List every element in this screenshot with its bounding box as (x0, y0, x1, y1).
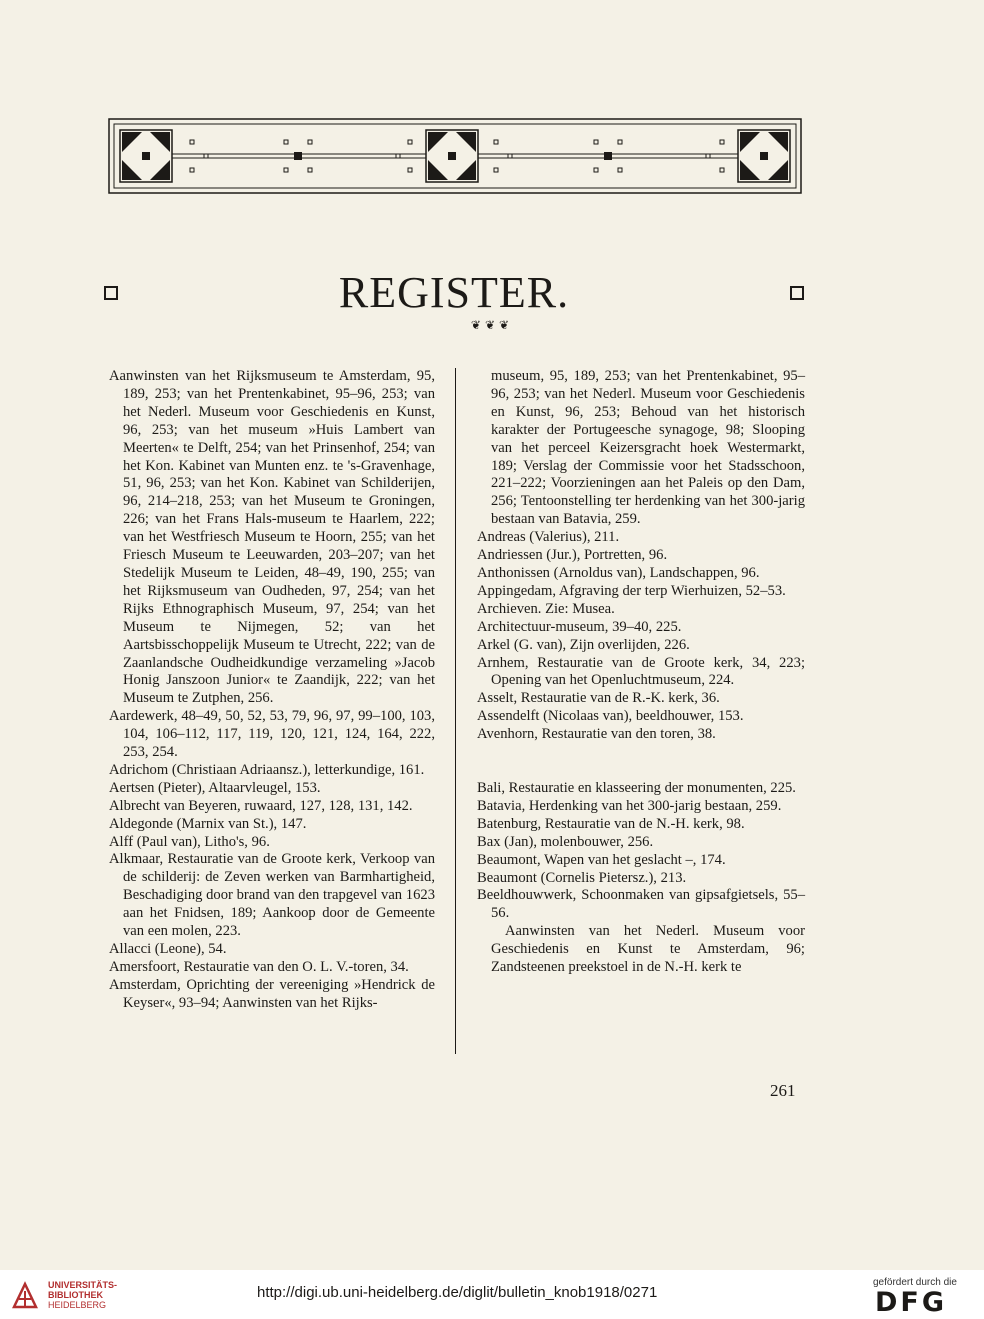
index-entry: Albrecht van Beyeren, ruwaard, 127, 128, 131, 142. (109, 797, 413, 814)
index-entry: Amersfoort, Restauratie van den O. L. V.-toren, 34. (109, 958, 409, 975)
index-entry: Bali, Restauratie en klasseering der monumenten, 225. (477, 780, 796, 797)
library-name-line: UNIVERSITÄTS- (48, 1280, 118, 1290)
index-entry: Batavia, Herdenking van het 300-jarig bestaan, 259. (477, 797, 782, 814)
index-entry: Adrichom (Christiaan Adriaansz.), letterkundige, 161. (109, 761, 425, 778)
index-entry: Arkel (G. van), Zijn overlijden, 226. (477, 636, 690, 653)
square-ornament-icon (790, 286, 804, 300)
dfg-logo: DFG (875, 1287, 948, 1318)
index-entry: Andreas (Valerius), 211. (477, 529, 620, 546)
index-entry: Batenburg, Restauratie van de N.-H. kerk, 98. (477, 815, 745, 832)
university-library-logo-icon (10, 1281, 40, 1311)
index-entry: Alff (Paul van), Litho's, 96. (109, 833, 270, 850)
register-heading (104, 270, 804, 316)
index-entry: Asselt, Restauratie van de R.-K. kerk, 36. (477, 690, 720, 707)
index-entry: Amsterdam, Oprichting der vereeniging »Hendrick de Keyser«, 93–94; Aanwinsten van het Rijks- (109, 976, 435, 1011)
library-name-line: HEIDELBERG (48, 1300, 107, 1310)
index-entry: Beaumont, Wapen van het geslacht –, 174. (477, 851, 726, 868)
index-entry: Assendelft (Nicolaas van), beeldhouwer, 153. (477, 708, 744, 725)
index-entry: Aldegonde (Marnix van St.), 147. (109, 815, 307, 832)
index-entry: Aertsen (Pieter), Altaarvleugel, 153. (109, 779, 321, 796)
page-title: REGISTER. (338, 268, 570, 317)
index-entry: Bax (Jan), molenbouwer, 256. (477, 833, 654, 850)
index-entry: museum, 95, 189, 253; van het Prentenkabinet, 95–96, 253; van het Nederl. Museum voor Geschiedenis en Kunst, 96, 253; Behoud van het historisch karakter der Portugeesche synagoge, 98; Slooping van het perceel Keizersgracht hoek Westermarkt, 189; Verslag der Commissie voor het Stadsschoon, 221–222; Voorzieningen aan het Paleis op den Dam, 256; Tentoonstelling ter herdenking van het 300-jarig bestaan van Batavia, 259. (491, 368, 805, 528)
footer-bar (0, 1270, 984, 1319)
ornamental-header-border (108, 118, 802, 194)
page-number: 261 (770, 1081, 796, 1100)
index-entry: Architectuur-museum, 39–40, 225. (477, 618, 682, 635)
library-name-line: BIBLIOTHEK (48, 1290, 103, 1300)
permalink-url[interactable]: http://digi.ub.uni-heidelberg.de/diglit/bulletin_knob1918/0271 (257, 1284, 658, 1301)
fleuron-ornament: ❦❦❦ (470, 318, 514, 332)
index-entry: Avenhorn, Restauratie van den toren, 38. (477, 726, 716, 743)
index-entry: Appingedam, Afgraving der terp Wierhuizen, 52–53. (477, 582, 786, 599)
library-name (48, 1280, 117, 1310)
index-entry: Alkmaar, Restauratie van de Groote kerk, Verkoop van de schilderij: de Zeven werken van Barmhartigheid, Beschadiging door brand van den trapgevel van 1623 aan het Fnidsen, 189; Aankoop door de Gemeente van een molen, 223. (109, 851, 435, 940)
index-entry: Anthonissen (Arnoldus van), Landschappen, 96. (477, 564, 760, 581)
index-entry: Beeldhouwwerk, Schoonmaken van gipsafgietsels, 55–56. (477, 887, 805, 922)
index-entry: Andriessen (Jur.), Portretten, 96. (477, 547, 668, 564)
index-entry: Aanwinsten van het Rijksmuseum te Amsterdam, 95, 189, 253; van het Prentenkabinet, 95–96, 253; van het Nederl. Museum voor Geschiedenis en Kunst, 96, 253; van het museum »Huis Lambert van Meerten« te Delft, 254; van het Prinsenhof, 254; van het Kon. Kabinet van Munten enz. te 's-Gravenhage, 51, 96, 253; van het Kon. Kabinet van Schilderijen, 96, 214–218, 253; van het Museum te Groningen, 226; van het Frans Hals-museum te Haarlem, 222; van het Westfriesch Museum te Hoorn, 255; van het Friesch Museum te Leeuwarden, 203–207; van het Stedelijk Museum te Leiden, 48–49, 190, 255; van het Rijksmuseum van Oudheden, 97, 254; van het Rijks Ethnographisch Museum, 97, 254; van het Museum te Nijmegen, 52; van het Aartsbisschoppelijk Museum te Utrecht, 222; van de Zaanlandsche Oudheidkundige verzameling »Jacob Honig Janszoon Junior« te Zaandijk, 222; van het Museum te Zutphen, 256. (109, 368, 435, 707)
index-entry: Allacci (Leone), 54. (109, 941, 227, 957)
index-entry: Arnhem, Restauratie van de Groote kerk, 34, 223; Opening van het Openluchtmuseum, 224. (477, 654, 805, 689)
index-entry: Aardewerk, 48–49, 50, 52, 53, 79, 96, 97, 99–100, 103, 104, 106–112, 117, 119, 120, 121, 124, 164, 222, 253, 254. (109, 708, 435, 761)
index-group-a (477, 368, 805, 744)
letter-gap (477, 744, 805, 780)
index-entry: Aanwinsten van het Nederl. Museum voor Geschiedenis en Kunst te Amsterdam, 96; Zandsteenen preekstoel in de N.-H. kerk te (491, 923, 805, 976)
index-entry: Archieven. Zie: Musea. (477, 600, 615, 617)
index-column-right (477, 368, 805, 977)
index-group-b (477, 780, 805, 977)
index-entry: Beaumont (Cornelis Pietersz.), 213. (477, 869, 687, 886)
index-column-left (109, 368, 435, 1013)
column-divider (455, 368, 456, 1054)
funding-label: gefördert durch die (873, 1277, 957, 1288)
